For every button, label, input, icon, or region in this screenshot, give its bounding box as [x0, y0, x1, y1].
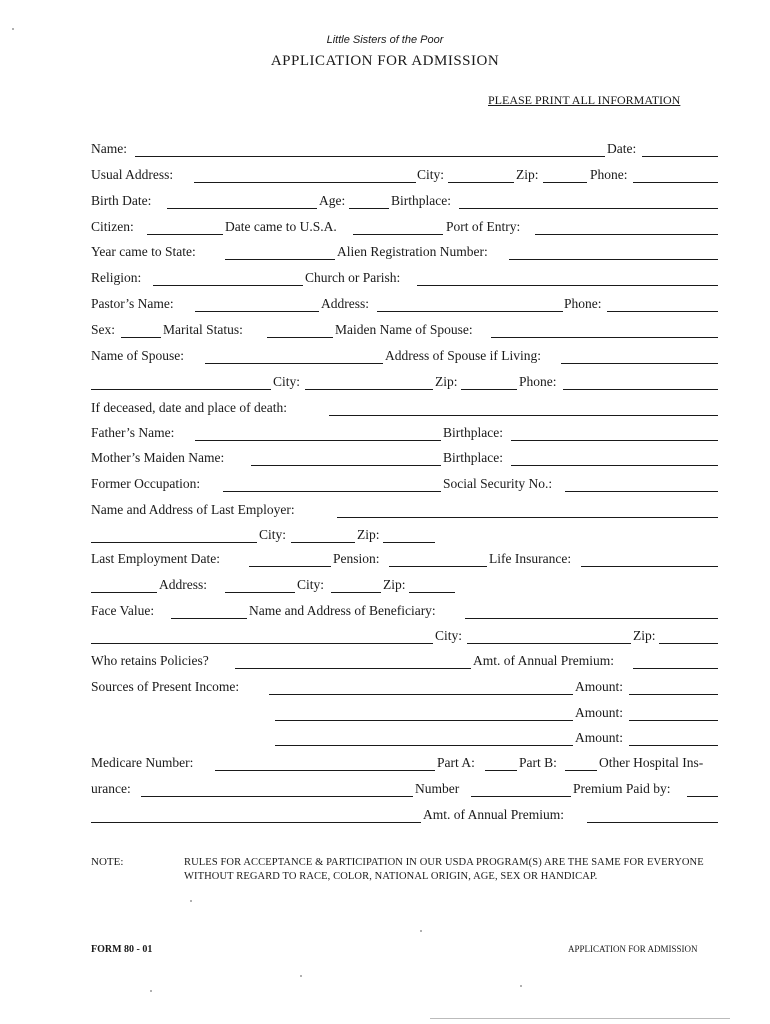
beneficiary-zip-label: Zip: — [633, 628, 656, 643]
insurance-city-label: City: — [297, 577, 325, 592]
employer-zip-field[interactable] — [383, 542, 435, 543]
spouse-address-label: Address of Spouse if Living: — [385, 348, 541, 363]
last-employer-label: Name and Address of Last Employer: — [91, 502, 295, 517]
insurance-zip-field[interactable] — [409, 592, 455, 593]
year-came-state-label: Year came to State: — [91, 244, 196, 259]
employer-city-label: City: — [259, 527, 287, 542]
port-of-entry-field[interactable] — [535, 234, 718, 235]
part-a-label: Part A: — [437, 755, 475, 770]
father-birthplace-field[interactable] — [511, 440, 718, 441]
row-spouse-city — [91, 371, 718, 393]
zip-field[interactable] — [543, 182, 587, 183]
spouse-city-field[interactable] — [305, 389, 433, 390]
other-annual-premium-field[interactable] — [587, 822, 718, 823]
amount-2-field[interactable] — [629, 720, 718, 721]
birthplace-label: Birthplace: — [391, 193, 451, 208]
insurance-number-field[interactable] — [471, 796, 571, 797]
beneficiary-city-label: City: — [435, 628, 463, 643]
row-father — [91, 422, 718, 444]
deceased-label: If deceased, date and place of death: — [91, 400, 288, 415]
mother-birthplace-field[interactable] — [511, 465, 718, 466]
row-spouse — [91, 345, 718, 367]
spouse-name-field[interactable] — [205, 363, 383, 364]
pastor-address-field[interactable] — [377, 311, 563, 312]
part-b-label: Part B: — [519, 755, 557, 770]
premium-paid-by-label: Premium Paid by: — [573, 781, 671, 796]
last-employment-date-field[interactable] — [249, 566, 331, 567]
amount-1-label: Amount: — [575, 679, 624, 694]
row-year-state — [91, 241, 718, 263]
spouse-zip-field[interactable] — [461, 389, 517, 390]
alien-reg-label: Alien Registration Number: — [337, 244, 488, 259]
fathers-name-label: Father’s Name: — [91, 425, 175, 440]
fathers-name-field[interactable] — [195, 440, 441, 441]
other-hospital-label: Other Hospital Ins- — [599, 755, 704, 770]
year-came-state-field[interactable] — [225, 259, 335, 260]
part-b-field[interactable] — [565, 770, 597, 771]
last-employment-date-label: Last Employment Date: — [91, 551, 220, 566]
former-occupation-label: Former Occupation: — [91, 476, 201, 491]
phone-label: Phone: — [590, 167, 628, 182]
row-name — [91, 138, 718, 160]
row-employment-date — [91, 548, 718, 570]
note-label: NOTE: — [91, 856, 124, 868]
face-value-field[interactable] — [171, 618, 247, 619]
insurance-address-label: Address: — [159, 577, 207, 592]
citizen-field[interactable] — [147, 234, 223, 235]
maiden-name-spouse-field[interactable] — [491, 337, 718, 338]
pastor-phone-label: Phone: — [564, 296, 602, 311]
row-other-insurance — [91, 778, 718, 800]
row-mother — [91, 447, 718, 469]
employer-zip-label: Zip: — [357, 527, 380, 542]
sex-label: Sex: — [91, 322, 116, 337]
scan-speck — [150, 990, 152, 992]
date-field[interactable] — [642, 156, 718, 157]
insurance-city-field[interactable] — [331, 592, 381, 593]
medicare-field[interactable] — [215, 770, 435, 771]
religion-label: Religion: — [91, 270, 142, 285]
usual-address-field[interactable] — [194, 182, 416, 183]
sex-field[interactable] — [121, 337, 161, 338]
beneficiary-label: Name and Address of Beneficiary: — [249, 603, 436, 618]
insurance-address-field[interactable] — [225, 592, 295, 593]
spouse-address-field[interactable] — [561, 363, 718, 364]
row-last-employer — [91, 499, 718, 521]
phone-field[interactable] — [633, 182, 718, 183]
city-field[interactable] — [448, 182, 514, 183]
employer-address-line2-field[interactable] — [91, 542, 257, 543]
row-deceased — [91, 397, 718, 419]
urance-label: urance: — [91, 781, 131, 796]
sources-income-label: Sources of Present Income: — [91, 679, 240, 694]
citizen-label: Citizen: — [91, 219, 134, 234]
name-label: Name: — [91, 141, 127, 156]
row-occupation — [91, 473, 718, 495]
number-label: Number — [415, 781, 460, 796]
income-source-2-field[interactable] — [275, 720, 573, 721]
birth-date-label: Birth Date: — [91, 193, 152, 208]
scan-speck — [420, 930, 422, 932]
spouse-phone-label: Phone: — [519, 374, 557, 389]
row-medicare — [91, 752, 718, 774]
ssn-field[interactable] — [565, 491, 718, 492]
date-label: Date: — [607, 141, 637, 156]
row-income-1 — [91, 676, 718, 698]
scan-speck — [300, 975, 302, 977]
pastor-phone-field[interactable] — [607, 311, 718, 312]
row-religion — [91, 267, 718, 289]
ssn-label: Social Security No.: — [443, 476, 553, 491]
other-annual-premium-label: Amt. of Annual Premium: — [423, 807, 564, 822]
row-beneficiary-city — [91, 625, 718, 647]
premium-paid-by-field[interactable] — [687, 796, 718, 797]
scan-speck — [520, 985, 522, 987]
medicare-label: Medicare Number: — [91, 755, 194, 770]
insurance-company-field[interactable] — [91, 592, 157, 593]
row-sex — [91, 319, 718, 341]
footer-form-title: APPLICATION FOR ADMISSION — [568, 944, 698, 954]
row-insurance-address — [91, 574, 718, 596]
church-parish-label: Church or Parish: — [305, 270, 401, 285]
income-source-3-field[interactable] — [275, 745, 573, 746]
form-title: APPLICATION FOR ADMISSION — [270, 53, 500, 69]
pension-label: Pension: — [333, 551, 380, 566]
who-retains-label: Who retains Policies? — [91, 653, 209, 668]
former-occupation-field[interactable] — [223, 491, 441, 492]
beneficiary-city-field[interactable] — [467, 643, 631, 644]
income-source-1-field[interactable] — [269, 694, 573, 695]
amount-2-label: Amount: — [575, 705, 624, 720]
port-of-entry-label: Port of Entry: — [446, 219, 521, 234]
row-employer-city — [91, 524, 718, 546]
city-label: City: — [417, 167, 445, 182]
marital-status-label: Marital Status: — [163, 322, 243, 337]
maiden-name-spouse-label: Maiden Name of Spouse: — [335, 322, 473, 337]
other-insurance-field[interactable] — [141, 796, 413, 797]
amount-1-field[interactable] — [629, 694, 718, 695]
beneficiary-field[interactable] — [465, 618, 718, 619]
who-retains-field[interactable] — [235, 668, 471, 669]
scan-edge-line — [430, 1018, 730, 1019]
age-label: Age: — [319, 193, 346, 208]
amount-3-label: Amount: — [575, 730, 624, 745]
form-number: FORM 80 - 01 — [91, 944, 153, 955]
pension-field[interactable] — [389, 566, 487, 567]
mother-birthplace-label: Birthplace: — [443, 450, 503, 465]
life-insurance-label: Life Insurance: — [489, 551, 572, 566]
pastors-name-field[interactable] — [195, 311, 319, 312]
church-parish-field[interactable] — [417, 285, 718, 286]
face-value-label: Face Value: — [91, 603, 155, 618]
amount-3-field[interactable] — [629, 745, 718, 746]
spouse-address-line2-field[interactable] — [91, 389, 271, 390]
deceased-field[interactable] — [329, 415, 718, 416]
employer-city-field[interactable] — [291, 542, 355, 543]
row-birth-date — [91, 190, 718, 212]
organization-name: Little Sisters of the Poor — [326, 34, 444, 46]
annual-premium-field[interactable] — [633, 668, 718, 669]
birthplace-field[interactable] — [459, 208, 718, 209]
spouse-city-label: City: — [273, 374, 301, 389]
last-employer-field[interactable] — [337, 517, 718, 518]
row-usual-address — [91, 164, 718, 186]
row-citizen — [91, 216, 718, 238]
part-a-field[interactable] — [485, 770, 517, 771]
mothers-maiden-label: Mother’s Maiden Name: — [91, 450, 225, 465]
insurance-zip-label: Zip: — [383, 577, 406, 592]
scan-speck — [190, 900, 192, 902]
beneficiary-zip-field[interactable] — [659, 643, 718, 644]
row-income-3 — [91, 727, 718, 749]
row-other-premium — [91, 804, 718, 826]
date-came-usa-label: Date came to U.S.A. — [225, 219, 337, 234]
name-field[interactable] — [135, 156, 605, 157]
row-who-retains — [91, 650, 718, 672]
other-insurance-line2-field[interactable] — [91, 822, 421, 823]
father-birthplace-label: Birthplace: — [443, 425, 503, 440]
row-pastor — [91, 293, 718, 315]
mothers-maiden-field[interactable] — [251, 465, 441, 466]
birth-date-field[interactable] — [167, 208, 317, 209]
pastors-name-label: Pastor’s Name: — [91, 296, 174, 311]
usual-address-label: Usual Address: — [91, 167, 174, 182]
pastor-address-label: Address: — [321, 296, 369, 311]
spouse-zip-label: Zip: — [435, 374, 458, 389]
row-face-value — [91, 600, 718, 622]
scan-speck — [12, 28, 14, 30]
zip-label: Zip: — [516, 167, 539, 182]
alien-reg-field[interactable] — [509, 259, 718, 260]
life-insurance-field[interactable] — [581, 566, 718, 567]
date-came-usa-field[interactable] — [353, 234, 443, 235]
print-instruction: PLEASE PRINT ALL INFORMATION — [488, 93, 681, 107]
annual-premium-label: Amt. of Annual Premium: — [473, 653, 614, 668]
spouse-phone-field[interactable] — [563, 389, 718, 390]
age-field[interactable] — [349, 208, 389, 209]
marital-status-field[interactable] — [267, 337, 333, 338]
religion-field[interactable] — [153, 285, 303, 286]
note-text: RULES FOR ACCEPTANCE & PARTICIPATION IN OUR USDA PROGRAM(S) ARE THE SAME FOR EVERYONE WITHOUT REGARD TO RACE, COLOR, NATIONAL ORIGIN, AGE, SEX OR HANDICAP. — [184, 857, 704, 882]
row-income-2 — [91, 702, 718, 724]
spouse-name-label: Name of Spouse: — [91, 348, 184, 363]
beneficiary-address-line2-field[interactable] — [91, 643, 433, 644]
